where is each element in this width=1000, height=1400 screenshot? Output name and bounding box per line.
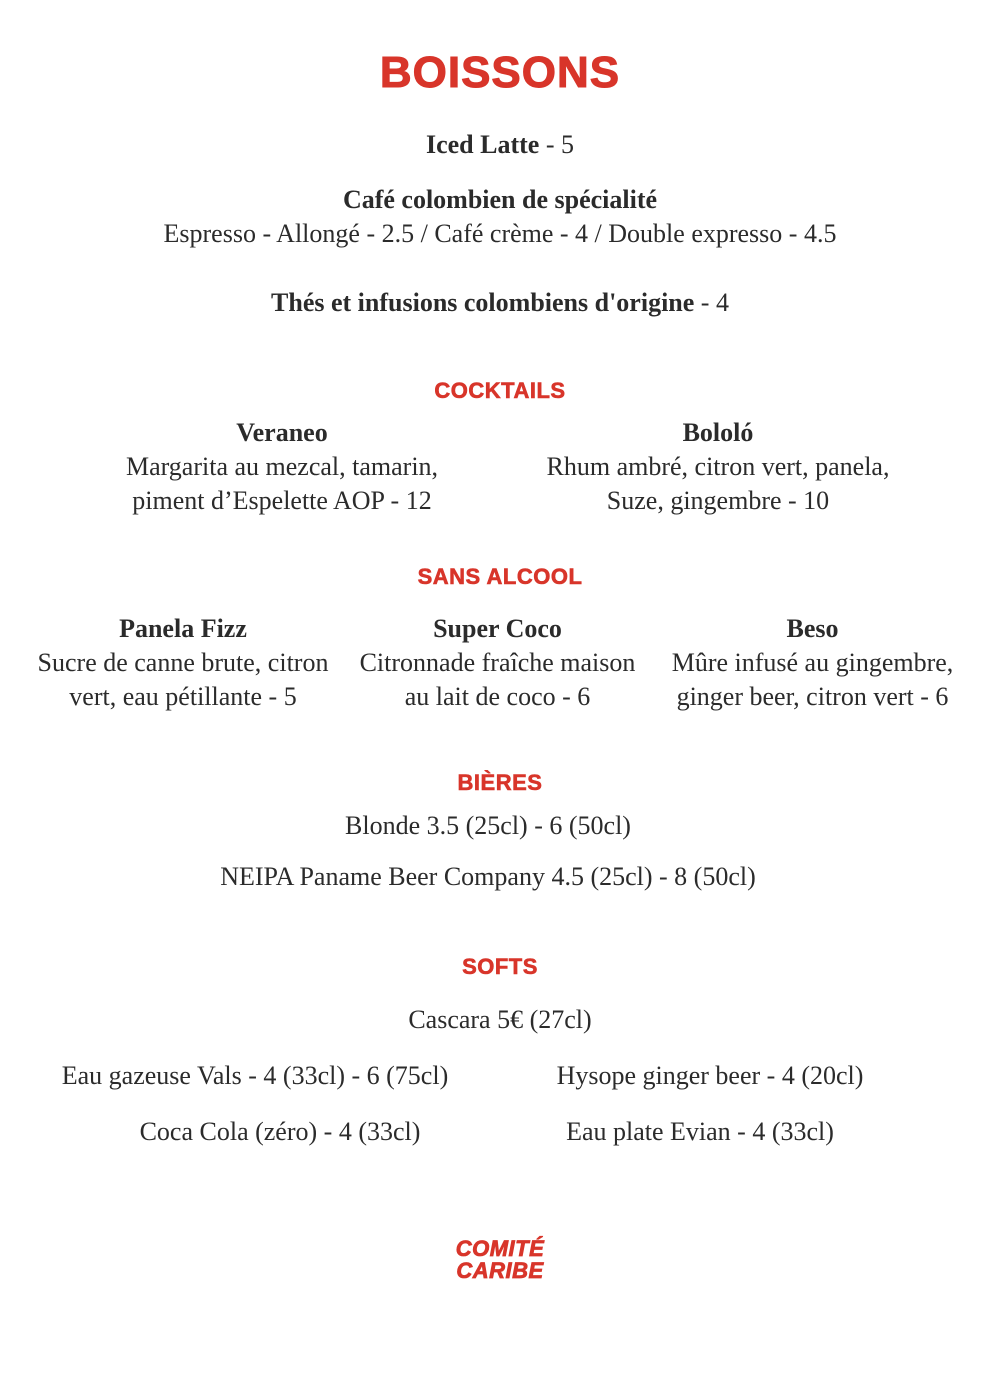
sans-alcool-item xyxy=(655,612,970,714)
cafe-heading: Café colombien de spécialité xyxy=(342,185,658,214)
bieres-heading: BIÈRES xyxy=(457,770,543,795)
biere-item: NEIPA Paname Beer Company 4.5 (25cl) - 8 (50cl) xyxy=(220,862,756,891)
drink-name: Beso xyxy=(786,614,839,643)
iced-latte-price: - 5 xyxy=(539,130,575,159)
page-title: BOISSONS xyxy=(379,48,621,97)
soft-item: Coca Cola (zéro) - 4 (33cl) xyxy=(139,1117,421,1146)
thes-name: Thés et infusions colombiens d'origine xyxy=(271,288,695,317)
cocktails-heading: COCKTAILS xyxy=(434,378,566,403)
iced-latte-item xyxy=(0,128,1000,162)
soft-item: Hysope ginger beer - 4 (20cl) xyxy=(556,1061,864,1090)
cocktail-desc-line1: Rhum ambré, citron vert, panela, xyxy=(546,452,890,481)
cocktail-item xyxy=(92,416,472,518)
cocktail-desc-line2: Suze, gingembre - 10 xyxy=(606,486,830,515)
logo-line2: CARIBE xyxy=(456,1258,544,1283)
drink-desc-line1: Mûre infusé au gingembre, xyxy=(671,648,954,677)
drink-desc-line2: vert, eau pétillante - 5 xyxy=(69,682,297,711)
sans-alcool-item xyxy=(340,612,655,714)
soft-item: Eau plate Evian - 4 (33cl) xyxy=(566,1117,834,1146)
drink-desc-line2: au lait de coco - 6 xyxy=(404,682,591,711)
cocktail-item xyxy=(518,416,918,518)
cocktail-desc-line1: Margarita au mezcal, tamarin, xyxy=(125,452,439,481)
softs-heading: SOFTS xyxy=(462,954,538,979)
cocktail-desc-line2: piment d’Espelette AOP - 12 xyxy=(132,486,432,515)
biere-item: Blonde 3.5 (25cl) - 6 (50cl) xyxy=(345,811,631,840)
thes-price: - 4 xyxy=(694,288,729,317)
drink-name: Panela Fizz xyxy=(119,614,247,643)
drink-desc-line1: Citronnade fraîche maison xyxy=(359,648,636,677)
thes-item xyxy=(0,286,1000,320)
sans-alcool-item xyxy=(18,612,348,714)
soft-item: Cascara 5€ (27cl) xyxy=(408,1005,592,1034)
cocktail-name: Bololó xyxy=(682,418,754,447)
logo-line1: COMITÉ xyxy=(455,1236,545,1261)
drink-name: Super Coco xyxy=(433,614,562,643)
soft-item: Eau gazeuse Vals - 4 (33cl) - 6 (75cl) xyxy=(61,1061,449,1090)
cafe-prices-line: Espresso - Allongé - 2.5 / Café crème - 4 / Double expresso - 4.5 xyxy=(163,219,837,248)
iced-latte-name: Iced Latte xyxy=(425,130,540,159)
cocktail-name: Veraneo xyxy=(236,418,328,447)
comite-caribe-logo xyxy=(0,1238,1000,1282)
sans-alcool-heading: SANS ALCOOL xyxy=(417,564,583,589)
drink-desc-line2: ginger beer, citron vert - 6 xyxy=(676,682,949,711)
drink-desc-line1: Sucre de canne brute, citron xyxy=(37,648,329,677)
